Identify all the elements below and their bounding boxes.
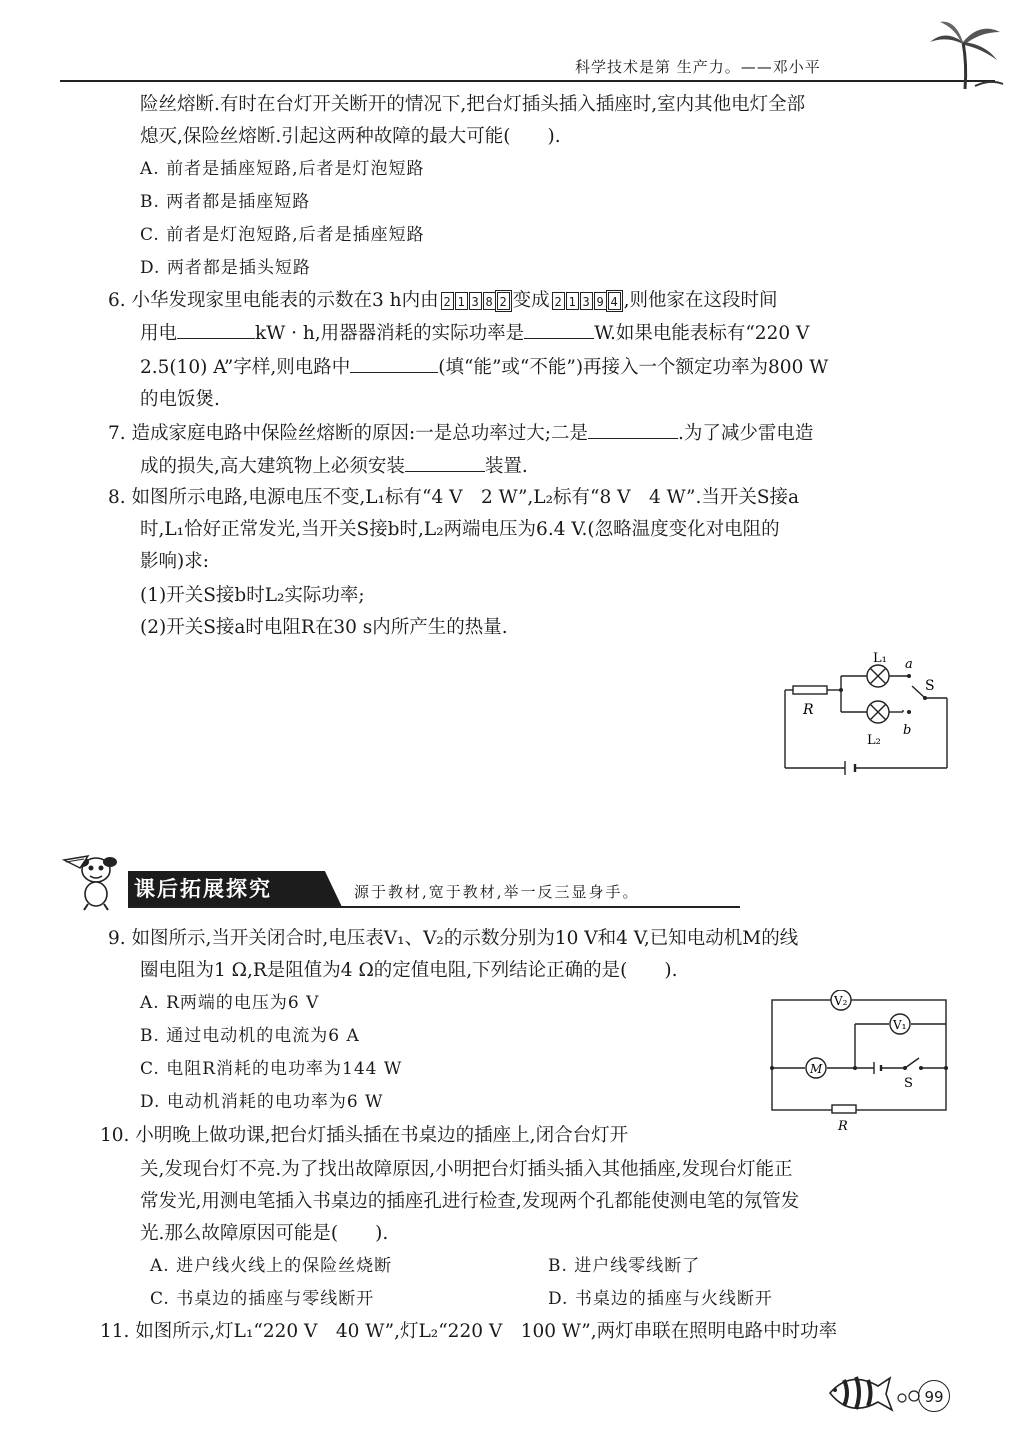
q5-option-d: D. 两者都是插头短路: [140, 258, 311, 278]
motor-icon: [806, 1058, 826, 1078]
q9-line-2: 圈电阻为1 Ω,R是阻值为4 Ω的定值电阻,下列结论正确的是( ).: [140, 960, 678, 981]
meter-reading-from: 2 1 3 8 2: [441, 288, 511, 314]
q7-line-1: 7. 造成家庭电路中保险丝熔断的原因:一是总功率过大;二是 .为了减少雷电造: [108, 420, 813, 447]
q6-line-3: 2.5(10) A”字样,则电路中 (填“能”或“不能”)再接入一个额定功率为800 W: [140, 354, 828, 381]
q6-text-mid: 变成: [512, 290, 550, 311]
q8-line-3: 影响)求:: [140, 551, 209, 572]
palm-tree-icon: [925, 14, 1005, 92]
label-l1: L₁: [873, 651, 887, 666]
banner-title: 课后拓展探究: [134, 877, 272, 901]
label-r: R: [803, 702, 814, 718]
q8-line-2: 时,L₁恰好正常发光,当开关S接b时,L₂两端电压为6.4 V.(忽略温度变化对电阻的: [140, 519, 780, 540]
lamp-l1-icon: [867, 665, 889, 687]
meter-reading-to: 2 1 3 9 4: [552, 288, 622, 314]
circuit-diagram-2: [765, 990, 955, 1135]
label-b: b: [903, 723, 912, 738]
voltmeter-v2-icon: [831, 990, 851, 1010]
q5-option-b: B. 两者都是插座短路: [140, 192, 311, 212]
q6-blank-can[interactable]: [350, 354, 438, 373]
q5-option-a: A. 前者是插座短路,后者是灯泡短路: [140, 159, 425, 179]
q9-option-b: B. 通过电动机的电流为6 A: [140, 1026, 360, 1046]
svg-text:M: M: [810, 1062, 823, 1076]
label-switch-s: S: [904, 1076, 913, 1091]
q11-line-1: 11. 如图所示,灯L₁“220 V 40 W”,灯L₂“220 V 100 W”,两灯串联在照明电路中时功率: [100, 1321, 838, 1342]
q6-line-4: 的电饭煲.: [140, 389, 220, 410]
q6-text-post: ,则他家在这段时间: [623, 290, 778, 311]
q5-line-2: 熄灭,保险丝熔断.引起这两种故障的最大可能( ).: [140, 126, 561, 147]
q9-option-c: C. 电阻R消耗的电功率为144 W: [140, 1059, 403, 1079]
q10-line-1: 10. 小明晚上做功课,把台灯插头插在书桌边的插座上,闭合台灯开: [100, 1125, 629, 1146]
banner-subtitle: 源于教材,宽于教材,举一反三显身手。: [354, 883, 640, 901]
q9-option-a: A. R两端的电压为6 V: [140, 993, 320, 1013]
q5-option-c: C. 前者是灯泡短路,后者是插座短路: [140, 225, 425, 245]
fish-icon: [820, 1368, 922, 1418]
q6-line-1: [108, 288, 778, 314]
q7-line-2: 成的损失,高大建筑物上必须安装 装置.: [140, 453, 528, 480]
q8-sub-1: (1)开关S接b时L₂实际功率;: [140, 585, 365, 606]
q10-option-a: A. 进户线火线上的保险丝烧断: [150, 1256, 393, 1276]
header-rule: [60, 80, 995, 82]
q10-line-3: 常发光,用测电笔插入书桌边的插座孔进行检查,发现两个孔都能使测电笔的氖管发: [140, 1191, 800, 1212]
label-a: a: [905, 657, 913, 672]
q7-blank-device[interactable]: [405, 453, 485, 472]
q10-option-b: B. 进户线零线断了: [548, 1256, 701, 1276]
voltmeter-v1-icon: [890, 1014, 910, 1034]
q9-line-1: 9. 如图所示,当开关闭合时,电压表V₁、V₂的示数分别为10 V和4 V,已知电动机M的线: [108, 928, 799, 949]
lamp-l2-icon: [867, 701, 889, 723]
label-s: S: [925, 678, 935, 694]
circuit-diagram-1: [775, 648, 955, 778]
q8-sub-2: (2)开关S接a时电阻R在30 s内所产生的热量.: [140, 617, 508, 638]
q5-line-1: 险丝熔断.有时在台灯开关断开的情况下,把台灯插头插入插座时,室内其他电灯全部: [140, 94, 806, 115]
q6-line-2: 用电 kW · h,用器器消耗的实际功率是 W.如果电能表标有“220 V: [140, 320, 809, 347]
q6-blank-energy[interactable]: [177, 320, 255, 339]
q10-line-2: 关,发现台灯不亮.为了找出故障原因,小明把台灯插头插入其他插座,发现台灯能正: [140, 1159, 793, 1180]
q10-option-d: D. 书桌边的插座与火线断开: [548, 1289, 773, 1309]
q9-option-d: D. 电动机消耗的电功率为6 W: [140, 1092, 384, 1112]
q6-text-pre: 6. 小华发现家里电能表的示数在3 h内由: [108, 290, 439, 311]
page-number: 99: [918, 1380, 950, 1412]
svg-text:V₂: V₂: [834, 994, 848, 1008]
svg-text:V₁: V₁: [893, 1018, 907, 1032]
label-l2: L₂: [867, 733, 881, 748]
q6-blank-power[interactable]: [524, 320, 594, 339]
header-quote: 科学技术是第 生产力。——邓小平: [575, 58, 821, 76]
q10-option-c: C. 书桌边的插座与零线断开: [150, 1289, 375, 1309]
label-resistor-r: R: [838, 1119, 848, 1134]
q10-line-4: 光.那么故障原因可能是( ).: [140, 1223, 389, 1244]
q8-line-1: 8. 如图所示电路,电源电压不变,L₁标有“4 V 2 W”,L₂标有“8 V 4 W”.当开关S接a: [108, 487, 800, 508]
q7-blank-reason[interactable]: [588, 420, 678, 439]
